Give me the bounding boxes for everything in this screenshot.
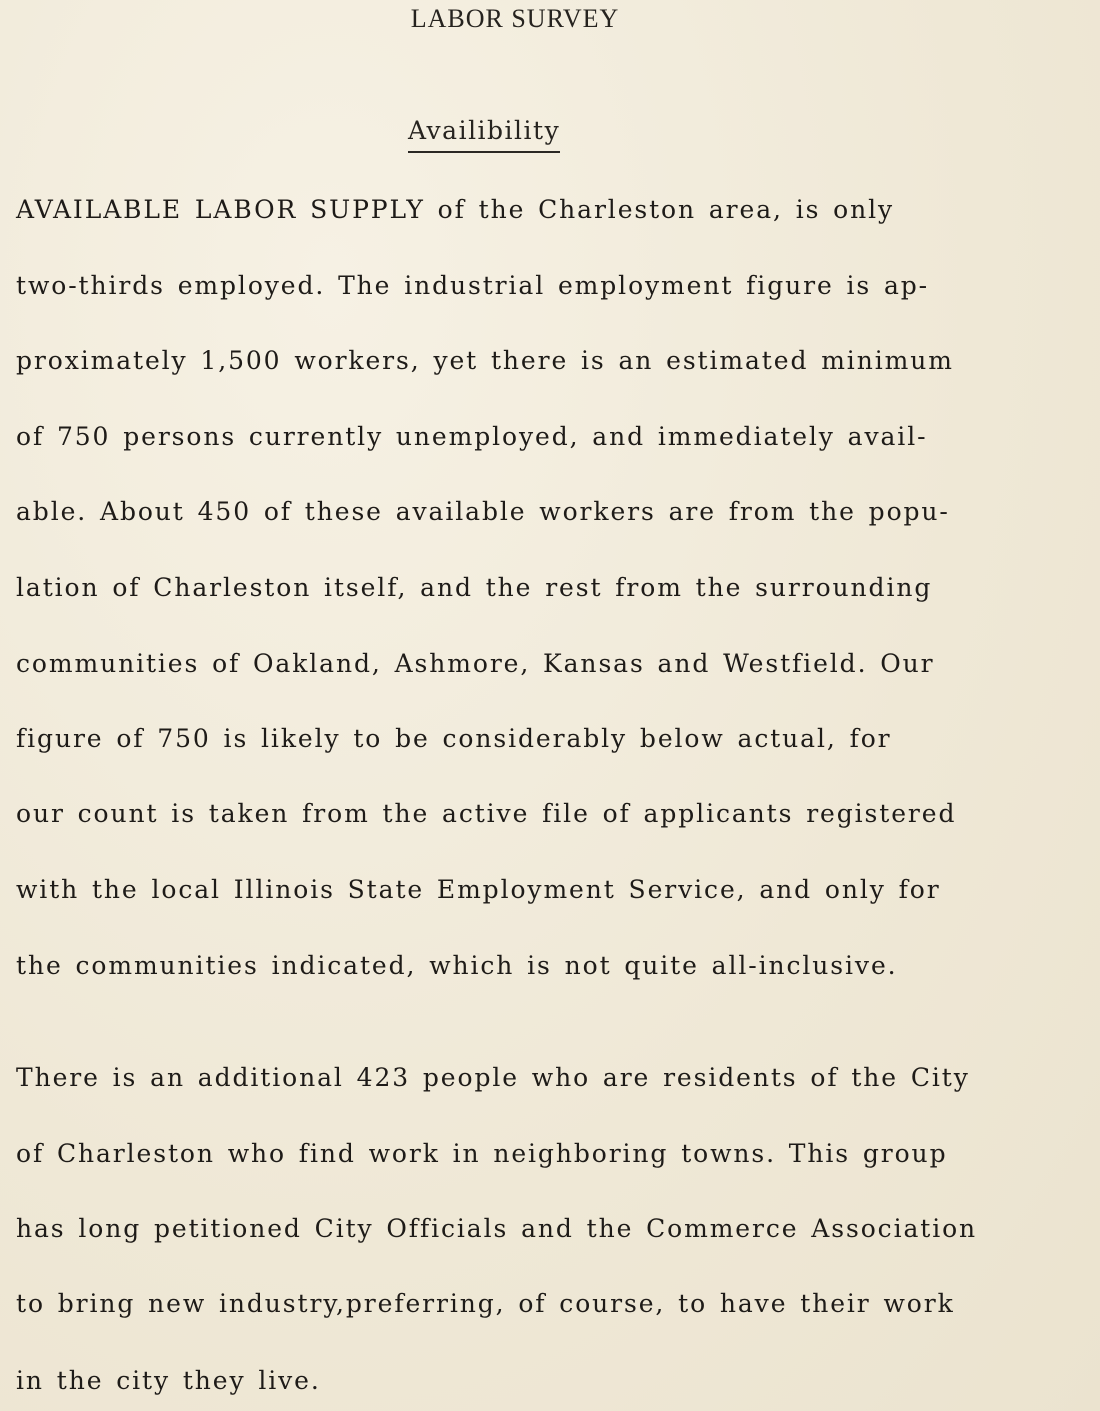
text-line: There is an additional 423 people who are residents of the City xyxy=(16,1063,970,1092)
text-line: has long petitioned City Officials and the Commerce Association xyxy=(16,1214,978,1243)
text-line: AVAILABLE LABOR SUPPLY of the Charleston area, is only xyxy=(16,195,895,224)
text-line: of 750 persons currently unemployed, and immediately avail- xyxy=(16,422,928,451)
text-line: of Charleston who find work in neighboring towns. This group xyxy=(16,1139,948,1168)
text-line: with the local Illinois State Employment Service, and only for xyxy=(16,875,941,904)
text-line: communities of Oakland, Ashmore, Kansas and Westfield. Our xyxy=(16,649,935,678)
text-line: two-thirds employed. The industrial employment figure is ap- xyxy=(16,271,930,300)
section-heading: Availibility xyxy=(408,116,560,153)
document-title: LABOR SURVEY xyxy=(410,4,620,33)
text-line: able. About 450 of these available workers are from the popu- xyxy=(16,497,950,526)
text-line: lation of Charleston itself, and the rest from the surrounding xyxy=(16,573,933,602)
text-line: proximately 1,500 workers, yet there is an estimated minimum xyxy=(16,346,954,375)
text-line: to bring new industry,preferring, of course, to have their work xyxy=(16,1289,955,1318)
text-line: in the city they live. xyxy=(16,1366,321,1395)
text-line: the communities indicated, which is not quite all-inclusive. xyxy=(16,951,898,980)
text-line: our count is taken from the active file of applicants registered xyxy=(16,799,957,828)
text-line: figure of 750 is likely to be considerably below actual, for xyxy=(16,724,892,753)
